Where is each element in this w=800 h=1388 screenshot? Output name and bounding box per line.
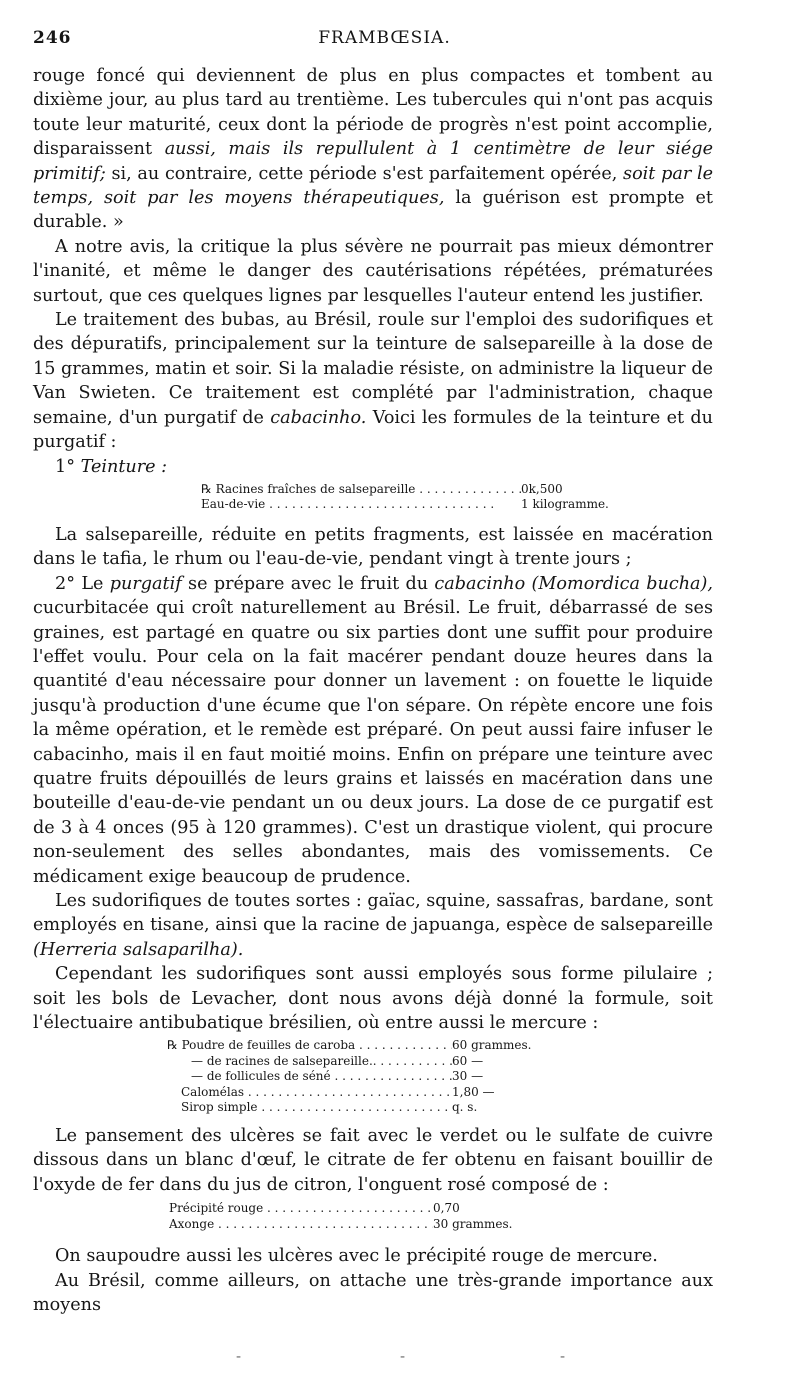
paragraph-bresil: Au Brésil, comme ailleurs, on attache une très-grande importance aux moyens [33, 1270, 713, 1315]
formula-row: Sirop simple . . . q. s. [167, 1100, 713, 1116]
running-title: FRAMBŒSIA. [318, 28, 451, 48]
formula-row: ℞ Poudre de feuilles de caroba . . . 60 grammes. [167, 1038, 713, 1054]
paragraph-critique: A notre avis, la critique la plus sévère ne pourrait pas mieux démontrer l'inanité, et même le danger des cautérisations répétées, prématurées surtout, que ces quelques lignes par lesquelles l'auteur entend les justifier. [33, 236, 713, 306]
formula-row: Axonge . . . 30 grammes. [169, 1217, 713, 1233]
paragraph-saupoudre: On saupoudre aussi les ulcères avec le précipité rouge de mercure. [55, 1246, 658, 1267]
formula-row: Calomélas . . . 1,80 — [167, 1085, 713, 1101]
paragraph-treatment: Le traitement des bubas, au Brésil, roule sur l'emploi des sudorifiques et des dépuratifs, principalement sur la teinture de salsepareille à la dose de 15 grammes, matin et soir. Si la maladie résiste, on administre la liqueur de Van Swieten. Ce traitement est complété par l'administration, chaque semaine, d'un purgatif de cabacinho. Voici les formules de la teinture et du purgatif : [33, 310, 713, 453]
paragraph-pansement: Le pansement des ulcères se fait avec le verdet ou le sulfate de cuivre dissous dans un blanc d'œuf, le citrate de fer obtenu en faisant bouillir de l'oxyde de fer dans du jus de citron, l'onguent rosé composé de : [33, 1125, 713, 1195]
footer-mark: - [236, 1347, 242, 1365]
paragraph-purgatif: 2° Le purgatif se prépare avec le fruit du cabacinho (Momordica bucha), cucurbitacée qui croît naturellement au Brésil. Le fruit, débarrassé de ses graines, est partagé en quatre ou six parties dont une suffit pour produire l'effet voulu. Pour cela on la fait macérer pendant douze heures dans la quantité d'eau nécessaire pour donner un lavement : on fouette le liquide jusqu'à production d'une écume que l'on sépare. On répète encore une fois la même opération, et le remède est préparé. On peut aussi faire infuser le cabacinho, mais il en faut moitié moins. Enfin on prépare une teinture avec quatre fruits dépouillés de leurs grains et laissés en macération dans une bouteille d'eau-de-vie pendant un ou deux jours. La dose de ce purgatif est de 3 à 4 onces (95 à 120 grammes). C'est un drastique violent, qui procure non-seulement des selles abondantes, mais des vomissements. Ce médicament exige beaucoup de prudence. [33, 573, 713, 887]
page-number: 246 [33, 28, 72, 48]
footer-mark: - [560, 1347, 566, 1365]
formula-row: — de racines de salsepareille.. . . . 60 — [167, 1054, 713, 1070]
footer-mark: - [400, 1347, 406, 1365]
paragraph-pilulaire: Cependant les sudorifiques sont aussi employés sous forme pilulaire ; soit les bols de Levacher, dont nous avons déjà donné la formule, soit l'électuaire antibubatique brésilien, où entre aussi le mercure : [33, 964, 713, 1034]
formula-row: — de follicules de séné . . . 30 — [167, 1069, 713, 1085]
body-text [33, 64, 713, 1317]
formula-onguent [33, 1201, 713, 1232]
formula-electuaire [33, 1038, 713, 1116]
formula-row: ℞ Racines fraîches de salsepareille . . . 0k,500 [201, 482, 713, 498]
paragraph-salsepareille: La salsepareille, réduite en petits fragments, est laissée en macération dans le tafia, le rhum ou l'eau-de-vie, pendant vingt à trente jours ; [33, 524, 713, 570]
paragraph-continued-quote: rouge foncé qui deviennent de plus en plus compactes et tombent au dixième jour, au plus tard au trentième. Les tubercules qui n'ont pas acquis toute leur maturité, ceux dont la période de progrès n'est point accomplie, disparaissent aussi, mais ils repullulent à 1 centimètre de leur siége primitif; si, au contraire, cette période s'est parfaitement opérée, soit par le temps, soit par les moyens thérapeutiques, la guérison est prompte et durable. » [33, 66, 714, 233]
paragraph-sudorifiques: Les sudorifiques de toutes sortes : gaïac, squine, sassafras, bardane, sont employés en tisane, ainsi que la racine de japuanga, espèce de salsepareille (Herreria salsaparilha). [33, 891, 713, 960]
formula-teinture [33, 482, 713, 513]
formula-row: Eau-de-vie . . . 1 kilogramme. [201, 497, 713, 513]
formula-row: Précipité rouge . . . 0,70 [169, 1201, 713, 1217]
page-footer-marks [0, 1347, 800, 1367]
paragraph-teinture-heading: 1° Teinture : [55, 456, 168, 477]
running-header [33, 28, 736, 54]
